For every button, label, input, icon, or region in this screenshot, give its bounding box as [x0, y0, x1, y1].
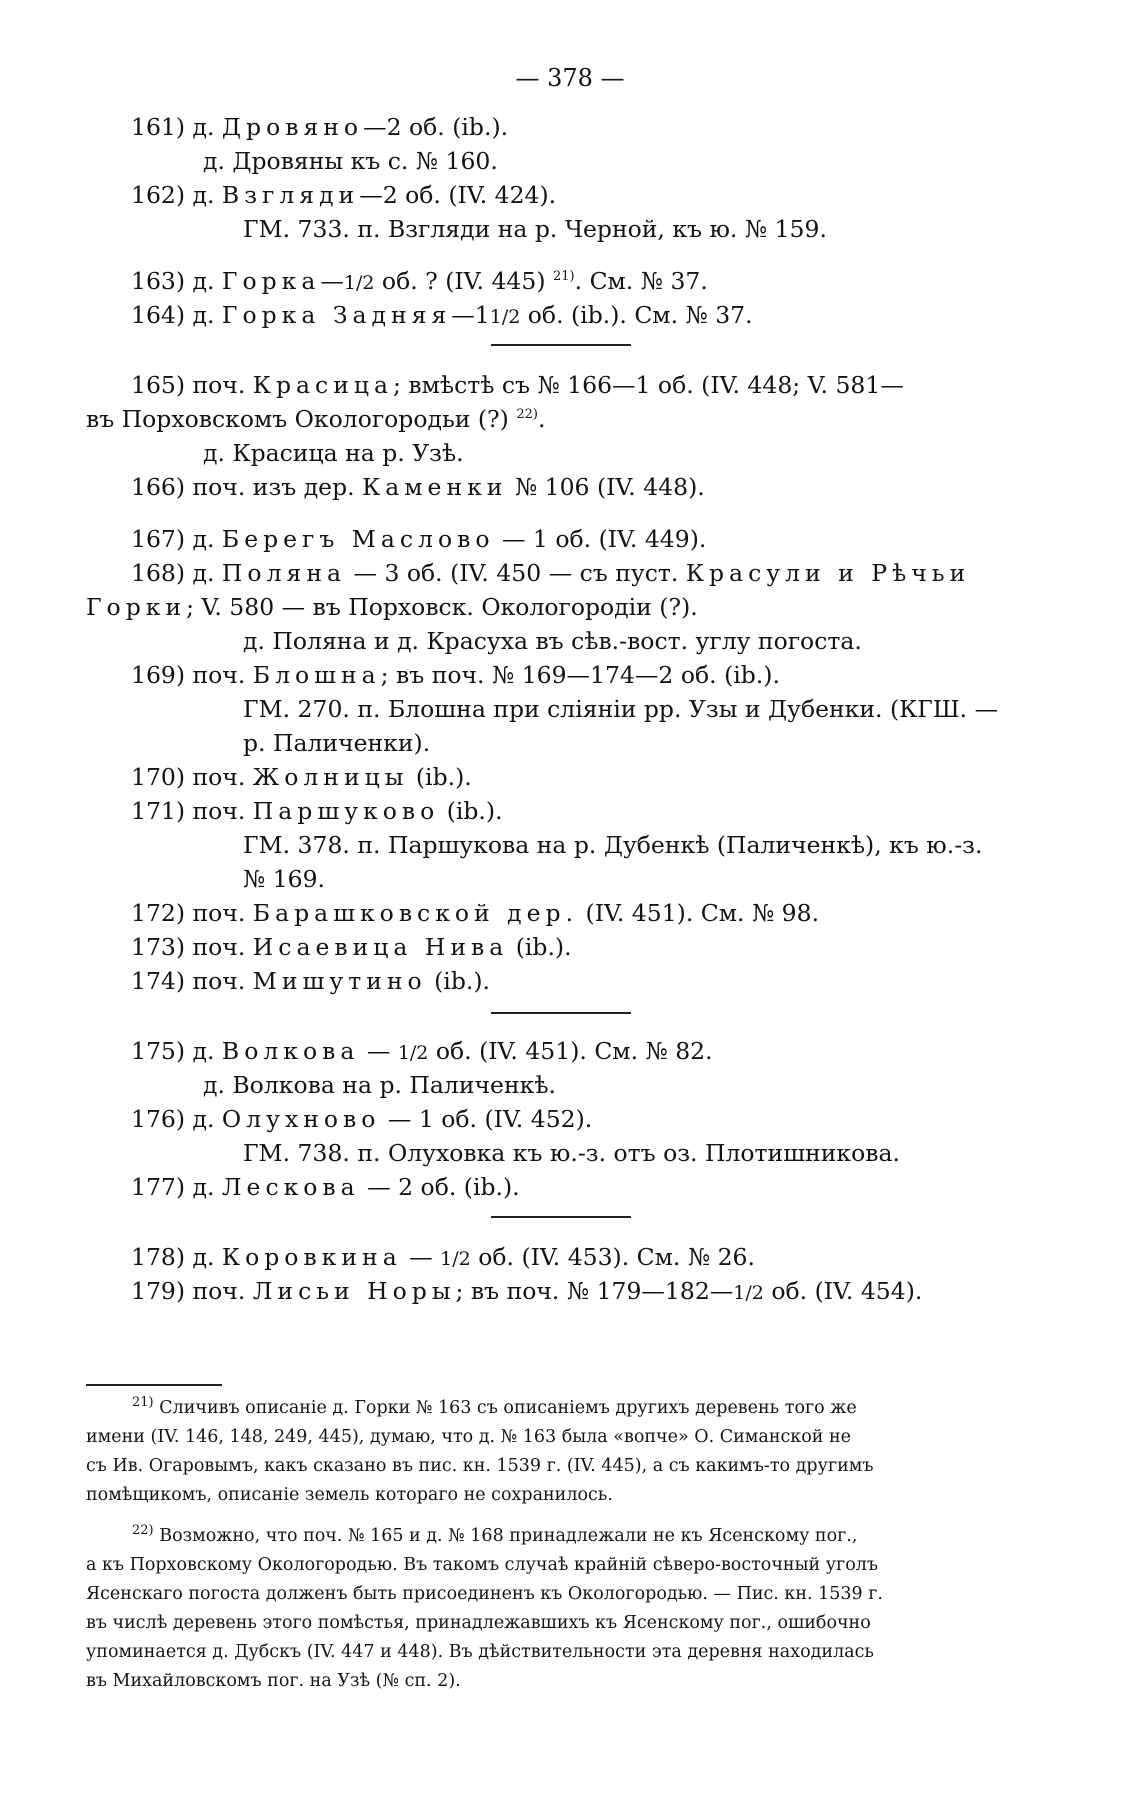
separator-block: [0, 1204, 1140, 1240]
entry-175-note: д. Волкова на р. Паличенкѣ.: [203, 1071, 556, 1099]
place-name: Блошна: [252, 661, 381, 689]
entry-168-note: д. Поляна и д. Красуха въ сѣв.-вост. углу погоста.: [243, 627, 862, 655]
footnote-ref[interactable]: 22): [516, 407, 538, 423]
footnote-mark: 22): [132, 1523, 154, 1539]
page-number: — 378 —: [515, 64, 625, 92]
entry-175: 175) д. Волкова — 1/2 об. (IV. 451). См. № 82.: [131, 1037, 713, 1065]
place-name: Красули и Рѣчьи: [685, 559, 971, 587]
entry-174: 174) поч. Мишутино (ib.).: [131, 967, 490, 995]
entry-166: 166) поч. изъ дер. Каменки № 106 (IV. 448).: [131, 473, 705, 501]
entry-177: 177) д. Лескова — 2 об. (ib.).: [131, 1173, 520, 1201]
place-name: Взгляди: [221, 181, 360, 209]
fraction: 1/2: [397, 1042, 429, 1064]
entry-176-note: ГМ. 738. п. Олуховка къ ю.-з. отъ оз. Плотишникова.: [243, 1139, 900, 1167]
entry-165-note: д. Красица на р. Узѣ.: [203, 439, 464, 467]
entry-162-note: ГМ. 733. п. Взгляди на р. Черной, къ ю. № 159.: [243, 215, 827, 243]
section-rule: [491, 344, 631, 346]
fraction: 1/2: [440, 1248, 471, 1270]
place-name: Горки: [86, 593, 187, 621]
entry-170: 170) поч. Жолницы (ib.).: [131, 763, 472, 791]
entry-169: 169) поч. Блошна; въ поч. № 169—174—2 об. (ib.).: [131, 661, 780, 689]
footnote-mark: 21): [132, 1395, 154, 1411]
entry-168-cont: Горки; V. 580 — въ Порховск. Окологородіи (?).: [86, 593, 698, 621]
entry-number: 161) д. Дровяно—2 об. (ib.).: [131, 113, 509, 141]
footnote-rule: [86, 1384, 222, 1386]
place-name: Лескова: [221, 1173, 360, 1201]
entry-164: 164) д. Горка Задняя—11/2 об. (ib.). См. № 37.: [131, 301, 753, 329]
entries-list: [0, 110, 1140, 1308]
place-name: Волкова: [221, 1037, 360, 1065]
entry-169-note: ГМ. 270. п. Блошна при сліяніи рр. Узы и Дубенки. (КГШ. —: [243, 695, 999, 723]
place-name: Берегъ Маслово: [221, 525, 495, 553]
entry-163: 163) д. Горка—1/2 об. ? (IV. 445) $^{21)}$. См. № 37.: [131, 267, 708, 295]
entry-171-note-cont: № 169.: [243, 865, 326, 893]
place-name: Жолницы: [252, 763, 409, 791]
separator-block: [0, 332, 1140, 368]
entry-176: 176) д. Олухново — 1 об. (IV. 452).: [131, 1105, 593, 1133]
place-name: Коровкина: [221, 1243, 402, 1271]
entry-162: 162) д. Взгляди—2 об. (IV. 424).: [131, 181, 557, 209]
entry-172: 172) поч. Барашковской дер. (IV. 451). См. № 98.: [131, 899, 820, 927]
place-name: Исаевица Нива: [252, 933, 509, 961]
gap: [0, 504, 1140, 522]
footnote-22: $^{22)}$ Возможно, что поч. № 165 и д. № 168 принадлежали не къ Ясенскому пог., а къ Порховскому Окологородью. Въ такомъ случаѣ крайній сѣверо-восточный уголъ Ясенскаго погоста долженъ быть присоединенъ къ Окологородью. — Пис. кн. 1539 г. въ числѣ деревень этого помѣстья, принадлежавшихъ къ Ясенскому пог., ошибочно упоминается д. Дубскъ (IV. 447 и 448). Въ дѣйствительности эта деревня находилась въ Михайловскомъ пог. на Узѣ (№ сп. 2).: [86, 1523, 883, 1691]
place-name: Каменки: [362, 473, 508, 501]
fraction: 1/2: [489, 306, 521, 328]
section-rule: [491, 1012, 631, 1014]
entry-168: 168) д. Поляна — 3 об. (IV. 450 — съ пуст. Красули и Рѣчьи: [131, 559, 971, 587]
place-name: Дровяно: [221, 113, 364, 141]
place-name: Лисьи Норы: [252, 1277, 456, 1305]
entry-161-note: д. Дровяны къ с. № 160.: [203, 147, 498, 175]
place-name: Барашковской дер.: [252, 899, 579, 927]
gap: [0, 246, 1140, 264]
place-name: Горка: [221, 267, 321, 295]
entry-165-cont: въ Порховскомъ Окологородьи (?) $^{22)}$.: [86, 405, 546, 433]
place-name: Красица: [252, 371, 393, 399]
place-name: Мишутино: [252, 967, 427, 995]
fraction: 1/2: [343, 272, 375, 294]
place-name: Поляна: [221, 559, 346, 587]
entry-161: [0, 110, 1140, 144]
entry-173: 173) поч. Исаевица Нива (ib.).: [131, 933, 572, 961]
entry-171: 171) поч. Паршуково (ib.).: [131, 797, 503, 825]
footnote-21: $^{21)}$ Сличивъ описаніе д. Горки № 163 съ описаніемъ другихъ деревень того же имени (IV. 146, 148, 249, 445), думаю, что д. № 163 была «вопче» О. Симанской не съ Ив. Огаровымъ, какъ сказано въ пис. кн. 1539 г. (IV. 445), а съ какимъ-то другимъ помѣщикомъ, описаніе земель котораго не сохранилось.: [86, 1395, 874, 1505]
entry-169-note-cont: р. Паличенки).: [243, 729, 431, 757]
place-name: Олухново: [221, 1105, 381, 1133]
entry-178: 178) д. Коровкина — 1/2 об. (IV. 453). См. № 26.: [131, 1243, 755, 1271]
section-rule: [491, 1216, 631, 1218]
entry-165: 165) поч. Красица; вмѣстѣ съ № 166—1 об. (IV. 448; V. 581—: [131, 371, 904, 399]
place-name: Паршуково: [252, 797, 440, 825]
separator-block: [0, 998, 1140, 1034]
place-name: Горка Задняя: [221, 301, 452, 329]
entry-167: 167) д. Берегъ Маслово — 1 об. (IV. 449).: [131, 525, 707, 553]
fraction: 1/2: [733, 1282, 764, 1304]
entry-171-note: ГМ. 378. п. Паршукова на р. Дубенкѣ (Паличенкѣ), къ ю.-з.: [243, 831, 983, 859]
footnote-ref[interactable]: 21): [553, 269, 575, 285]
entry-179: 179) поч. Лисьи Норы; въ поч. № 179—182—1/2 об. (IV. 454).: [131, 1277, 923, 1305]
